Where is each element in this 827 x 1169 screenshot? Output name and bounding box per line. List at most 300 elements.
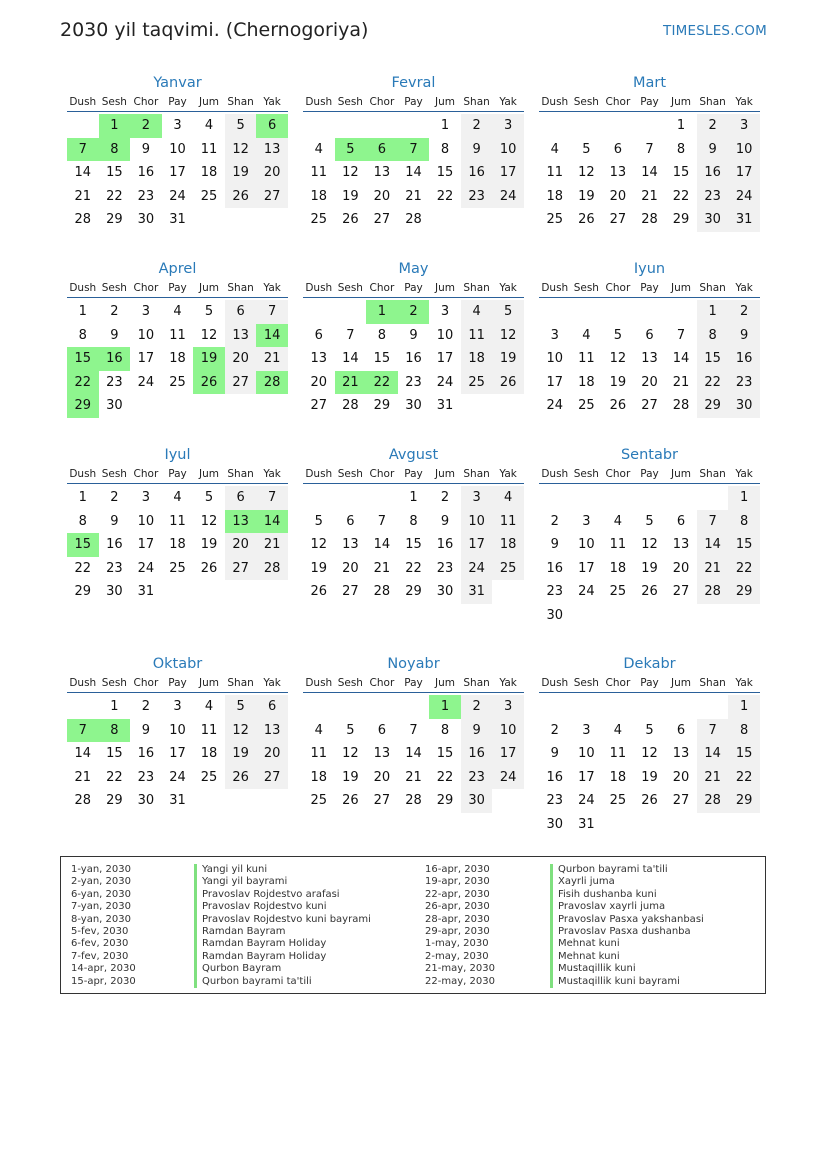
empty-day-cell <box>256 208 288 232</box>
weekday-label: Pay <box>404 282 423 294</box>
day-cell: 18 <box>609 560 627 576</box>
weekday-label: Shan <box>463 468 490 480</box>
weekday-label: Pay <box>168 677 187 689</box>
day-cell: 22 <box>106 188 123 204</box>
day-cell: 19 <box>578 188 595 204</box>
empty-day-cell <box>225 789 257 813</box>
day-cell: 14 <box>256 324 288 348</box>
holiday-legend <box>60 856 766 994</box>
day-cell: 28 <box>342 398 359 413</box>
day-cell: 19 <box>342 769 359 785</box>
day-cell: 28 <box>405 793 422 808</box>
day-cell: 4 <box>204 699 214 714</box>
day-cell: 4 <box>492 486 524 510</box>
day-cell: 24 <box>546 398 564 413</box>
day-cell: 6 <box>676 722 686 738</box>
day-cell: 5 <box>613 327 623 343</box>
day-cell: 2 <box>141 699 151 714</box>
empty-day-cell <box>602 300 634 324</box>
day-cell: 10 <box>169 141 186 157</box>
month-mart <box>539 70 760 256</box>
day-cell: 18 <box>609 769 627 785</box>
empty-day-cell <box>162 394 194 418</box>
empty-day-cell <box>665 300 697 324</box>
day-cell: 2 <box>728 300 760 324</box>
weekday-label: Pay <box>168 468 187 480</box>
day-cell: 7 <box>67 719 99 743</box>
legend-holiday-name: Yangi yil kuni <box>194 864 371 876</box>
day-cell: 11 <box>200 141 218 157</box>
day-cell: 5 <box>492 300 524 324</box>
empty-day-cell <box>602 813 634 837</box>
weekday-label: Jum <box>435 468 456 480</box>
day-cell: 6 <box>256 695 288 719</box>
legend-holiday-name: Pravoslav Rojdestvo arafasi <box>194 889 371 901</box>
legend-holiday-date: 19-apr, 2030 <box>425 876 490 888</box>
day-cell: 22 <box>436 769 454 785</box>
day-cell: 9 <box>110 327 119 343</box>
day-cell: 21 <box>697 557 729 581</box>
day-cell: 11 <box>609 746 627 761</box>
weekday-label: Chor <box>369 677 395 689</box>
day-cell: 18 <box>169 351 186 366</box>
weekday-label: Chor <box>605 677 631 689</box>
day-cell: 6 <box>645 327 654 343</box>
day-cell: 3 <box>173 699 182 714</box>
weekday-label: Sesh <box>337 468 363 480</box>
day-cell: 5 <box>645 513 654 529</box>
day-cell: 2 <box>461 695 493 719</box>
day-cell: 11 <box>169 513 186 529</box>
weekday-header <box>67 466 288 484</box>
day-cell: 5 <box>204 490 214 505</box>
day-cell: 13 <box>373 746 391 761</box>
day-cell: 28 <box>74 793 92 808</box>
month-name: Fevral <box>391 75 436 91</box>
day-cell: 8 <box>676 141 686 157</box>
day-cell: 12 <box>342 746 359 761</box>
day-cell: 16 <box>405 351 422 366</box>
empty-day-cell <box>539 486 571 510</box>
day-cell: 8 <box>78 327 87 343</box>
empty-day-cell <box>539 300 571 324</box>
day-cell: 18 <box>578 374 595 390</box>
day-cell: 31 <box>169 212 186 227</box>
day-cell: 9 <box>409 327 418 343</box>
weekday-label: Pay <box>640 282 659 294</box>
day-cell: 11 <box>609 537 627 552</box>
month-sentabr <box>539 442 760 651</box>
brand-logo-link[interactable]: TIMESLES.COM <box>663 23 767 39</box>
weekday-label: Jum <box>671 282 692 294</box>
day-cell: 20 <box>373 188 391 204</box>
weekday-label: Chor <box>369 282 395 294</box>
day-cell: 15 <box>436 746 454 761</box>
day-cell: 28 <box>256 371 288 395</box>
day-cell: 4 <box>204 118 214 133</box>
weekday-label: Jum <box>435 96 456 108</box>
day-cell: 21 <box>256 347 288 371</box>
day-cell: 25 <box>169 374 186 390</box>
day-cell: 18 <box>546 188 564 204</box>
weekday-label: Yak <box>735 96 753 108</box>
day-cell: 19 <box>641 560 658 576</box>
day-cell: 30 <box>106 398 123 413</box>
day-cell: 6 <box>256 114 288 138</box>
day-cell: 17 <box>436 351 454 366</box>
legend-holiday-name: Qurbon Bayram <box>194 963 371 975</box>
day-cell: 29 <box>373 398 391 413</box>
day-cell: 29 <box>106 793 123 808</box>
day-cell: 12 <box>641 537 658 552</box>
weekday-header <box>539 280 760 298</box>
day-cell: 29 <box>436 793 454 808</box>
day-cell: 30 <box>137 793 155 808</box>
empty-day-cell <box>634 695 666 719</box>
weekday-label: Sesh <box>573 468 599 480</box>
day-cell: 8 <box>728 510 760 534</box>
empty-day-cell <box>366 114 398 138</box>
legend-holiday-name: Yangi yil bayrami <box>194 876 371 888</box>
weekday-label: Shan <box>699 282 726 294</box>
day-cell: 8 <box>728 719 760 743</box>
weekday-label: Pay <box>404 96 423 108</box>
weekday-label: Yak <box>735 282 753 294</box>
month-name: Aprel <box>158 261 197 277</box>
empty-day-cell <box>634 604 666 628</box>
day-cell: 1 <box>409 490 418 505</box>
month-aprel <box>67 256 288 442</box>
weekday-label: Shan <box>699 468 726 480</box>
day-grid <box>67 114 288 232</box>
day-cell: 7 <box>256 486 288 510</box>
empty-day-cell <box>303 695 335 719</box>
day-cell: 25 <box>609 793 627 808</box>
day-cell: 1 <box>78 490 87 505</box>
legend-left-dates <box>71 864 136 988</box>
day-grid <box>303 486 524 604</box>
day-cell: 14 <box>672 351 690 366</box>
day-cell: 26 <box>641 793 658 808</box>
weekday-header <box>539 675 760 693</box>
day-cell: 23 <box>106 374 123 390</box>
day-cell: 27 <box>256 185 288 209</box>
day-cell: 31 <box>137 584 155 599</box>
day-cell: 12 <box>342 165 359 180</box>
day-cell: 8 <box>99 138 131 162</box>
day-cell: 17 <box>169 165 186 180</box>
legend-holiday-name: Ramdan Bayram Holiday <box>194 938 371 950</box>
month-may <box>303 256 524 442</box>
day-cell: 16 <box>99 347 131 371</box>
day-grid <box>303 114 524 232</box>
legend-holiday-date: 22-may, 2030 <box>425 975 495 987</box>
weekday-label: Jum <box>435 282 456 294</box>
day-cell: 29 <box>106 212 123 227</box>
day-grid <box>303 695 524 813</box>
day-cell: 7 <box>645 141 654 157</box>
day-cell: 20 <box>609 188 627 204</box>
empty-day-cell <box>571 695 603 719</box>
day-cell: 10 <box>728 138 760 162</box>
day-cell: 27 <box>225 371 257 395</box>
day-cell: 9 <box>697 138 729 162</box>
legend-holiday-name: Qurbon bayrami ta'tili <box>194 976 371 988</box>
legend-holiday-date: 22-apr, 2030 <box>425 888 490 900</box>
day-cell: 9 <box>461 138 493 162</box>
day-cell: 4 <box>613 513 623 529</box>
weekday-label: Dush <box>305 282 333 294</box>
weekday-label: Shan <box>227 677 254 689</box>
day-cell: 6 <box>346 513 355 529</box>
day-cell: 15 <box>728 742 760 766</box>
empty-day-cell <box>492 580 524 604</box>
day-cell: 22 <box>728 557 760 581</box>
day-cell: 21 <box>672 374 690 390</box>
weekday-label: Dush <box>305 468 333 480</box>
month-name: Iyun <box>633 261 666 277</box>
weekday-label: Yak <box>263 468 281 480</box>
day-cell: 5 <box>314 513 323 529</box>
day-cell: 14 <box>697 533 729 557</box>
empty-day-cell <box>634 300 666 324</box>
weekday-label: Chor <box>133 282 159 294</box>
legend-holiday-name: Xayrli juma <box>550 876 704 888</box>
day-cell: 24 <box>169 769 186 785</box>
day-cell: 16 <box>106 537 123 552</box>
weekday-label: Yak <box>263 282 281 294</box>
day-cell: 9 <box>550 746 559 761</box>
empty-day-cell <box>634 114 666 138</box>
weekday-label: Pay <box>404 677 423 689</box>
day-cell: 8 <box>99 719 131 743</box>
day-cell: 10 <box>436 327 454 343</box>
empty-day-cell <box>130 394 162 418</box>
weekday-label: Pay <box>640 468 659 480</box>
day-cell: 13 <box>256 719 288 743</box>
weekday-label: Dush <box>69 677 97 689</box>
day-cell: 14 <box>74 165 92 180</box>
empty-day-cell <box>634 486 666 510</box>
day-cell: 13 <box>373 165 391 180</box>
legend-holiday-name: Fisih dushanba kuni <box>550 889 704 901</box>
weekday-label: Pay <box>168 96 187 108</box>
weekday-label: Jum <box>199 677 220 689</box>
day-cell: 23 <box>546 793 564 808</box>
day-cell: 6 <box>613 141 623 157</box>
day-cell: 1 <box>728 486 760 510</box>
day-cell: 19 <box>609 374 627 390</box>
empty-day-cell <box>256 580 288 604</box>
day-cell: 12 <box>492 324 524 348</box>
empty-day-cell <box>461 394 493 418</box>
day-cell: 24 <box>728 185 760 209</box>
day-cell: 30 <box>697 208 729 232</box>
empty-day-cell <box>303 114 335 138</box>
day-cell: 9 <box>440 513 450 529</box>
day-cell: 19 <box>641 769 658 785</box>
day-cell: 19 <box>225 161 257 185</box>
day-cell: 27 <box>373 212 391 227</box>
day-cell: 22 <box>728 766 760 790</box>
day-cell: 5 <box>204 304 214 319</box>
day-cell: 17 <box>137 351 155 366</box>
day-cell: 25 <box>310 793 328 808</box>
weekday-label: Yak <box>499 96 517 108</box>
day-cell: 10 <box>492 138 524 162</box>
legend-holiday-date: 6-yan, 2030 <box>71 888 131 900</box>
day-cell: 23 <box>106 560 123 576</box>
empty-day-cell <box>335 486 367 510</box>
weekday-label: Dush <box>541 282 569 294</box>
day-cell: 22 <box>672 188 690 204</box>
day-cell: 8 <box>78 513 87 529</box>
empty-day-cell <box>602 114 634 138</box>
weekday-label: Shan <box>227 468 254 480</box>
day-cell: 2 <box>110 490 119 505</box>
day-cell: 31 <box>728 208 760 232</box>
legend-holiday-name: Pravoslav Pasxa yakshanbasi <box>550 914 704 926</box>
day-cell: 6 <box>225 300 257 324</box>
day-cell: 4 <box>173 304 182 319</box>
day-cell: 13 <box>641 351 658 366</box>
day-cell: 3 <box>141 304 151 319</box>
day-cell: 25 <box>169 560 186 576</box>
legend-holiday-name: Mustaqillik kuni bayrami <box>550 976 704 988</box>
empty-day-cell <box>728 604 760 628</box>
empty-day-cell <box>665 695 697 719</box>
empty-day-cell <box>492 789 524 813</box>
day-cell: 21 <box>697 766 729 790</box>
weekday-header <box>303 675 524 693</box>
day-cell: 1 <box>676 118 686 133</box>
months-grid <box>67 70 760 860</box>
day-cell: 17 <box>492 742 524 766</box>
weekday-label: Sesh <box>573 677 599 689</box>
day-cell: 12 <box>225 719 257 743</box>
day-cell: 28 <box>256 557 288 581</box>
day-cell: 15 <box>67 347 99 371</box>
day-grid <box>67 300 288 418</box>
empty-day-cell <box>67 695 99 719</box>
day-cell: 4 <box>613 722 623 738</box>
day-cell: 22 <box>405 560 422 576</box>
day-cell: 24 <box>169 188 186 204</box>
day-cell: 2 <box>110 304 119 319</box>
legend-holiday-name: Mehnat kuni <box>550 938 704 950</box>
weekday-label: Sesh <box>101 96 127 108</box>
day-cell: 21 <box>74 769 92 785</box>
day-cell: 11 <box>310 165 328 180</box>
day-cell: 24 <box>492 766 524 790</box>
day-cell: 8 <box>440 141 450 157</box>
empty-day-cell <box>335 114 367 138</box>
day-cell: 18 <box>492 533 524 557</box>
day-cell: 29 <box>672 212 690 227</box>
weekday-label: Chor <box>605 96 631 108</box>
day-cell: 13 <box>672 537 690 552</box>
day-cell: 20 <box>672 769 690 785</box>
day-cell: 26 <box>342 212 359 227</box>
day-cell: 15 <box>405 537 422 552</box>
day-cell: 15 <box>697 347 729 371</box>
day-cell: 12 <box>641 746 658 761</box>
legend-right-names <box>550 864 704 988</box>
month-avgust <box>303 442 524 651</box>
day-cell: 20 <box>641 374 658 390</box>
weekday-label: Yak <box>735 677 753 689</box>
day-cell: 18 <box>310 188 328 204</box>
day-cell: 3 <box>492 114 524 138</box>
empty-day-cell <box>225 580 257 604</box>
day-cell: 7 <box>676 327 686 343</box>
weekday-label: Shan <box>227 96 254 108</box>
month-fevral <box>303 70 524 256</box>
weekday-label: Shan <box>227 282 254 294</box>
day-cell: 14 <box>342 351 359 366</box>
empty-day-cell <box>728 813 760 837</box>
day-grid <box>67 486 288 604</box>
day-cell: 3 <box>728 114 760 138</box>
day-cell: 28 <box>697 789 729 813</box>
day-cell: 8 <box>409 513 418 529</box>
weekday-label: Chor <box>133 677 159 689</box>
weekday-label: Jum <box>671 677 692 689</box>
day-cell: 25 <box>310 212 328 227</box>
day-cell: 18 <box>200 165 218 180</box>
day-cell: 17 <box>169 746 186 761</box>
day-cell: 19 <box>342 188 359 204</box>
day-cell: 15 <box>672 165 690 180</box>
weekday-header <box>539 466 760 484</box>
day-grid <box>539 300 760 418</box>
legend-holiday-date: 6-fev, 2030 <box>71 938 129 950</box>
empty-day-cell <box>429 208 461 232</box>
weekday-header <box>303 94 524 112</box>
day-cell: 26 <box>578 212 595 227</box>
day-cell: 27 <box>641 398 658 413</box>
weekday-label: Pay <box>640 96 659 108</box>
legend-holiday-name: Pravoslav xayrli juma <box>550 901 704 913</box>
day-cell: 7 <box>697 719 729 743</box>
weekday-label: Dush <box>69 468 97 480</box>
weekday-label: Chor <box>605 468 631 480</box>
day-cell: 9 <box>461 719 493 743</box>
page-title: 2030 yil taqvimi. (Chernogoriya) <box>60 19 369 41</box>
day-cell: 24 <box>461 557 493 581</box>
day-cell: 7 <box>67 138 99 162</box>
empty-day-cell <box>398 114 430 138</box>
month-name: Oktabr <box>152 656 203 672</box>
day-cell: 4 <box>461 300 493 324</box>
day-cell: 17 <box>137 537 155 552</box>
day-cell: 28 <box>672 398 690 413</box>
day-cell: 24 <box>436 374 454 390</box>
day-cell: 1 <box>110 699 119 714</box>
day-cell: 1 <box>440 118 450 133</box>
empty-day-cell <box>303 486 335 510</box>
day-cell: 15 <box>67 533 99 557</box>
day-cell: 12 <box>310 537 328 552</box>
day-cell: 23 <box>137 188 155 204</box>
day-cell: 9 <box>141 722 151 738</box>
day-cell: 22 <box>67 371 99 395</box>
legend-holiday-date: 29-apr, 2030 <box>425 925 490 937</box>
day-cell: 24 <box>492 185 524 209</box>
weekday-header <box>67 94 288 112</box>
weekday-header <box>303 280 524 298</box>
day-cell: 25 <box>546 212 564 227</box>
